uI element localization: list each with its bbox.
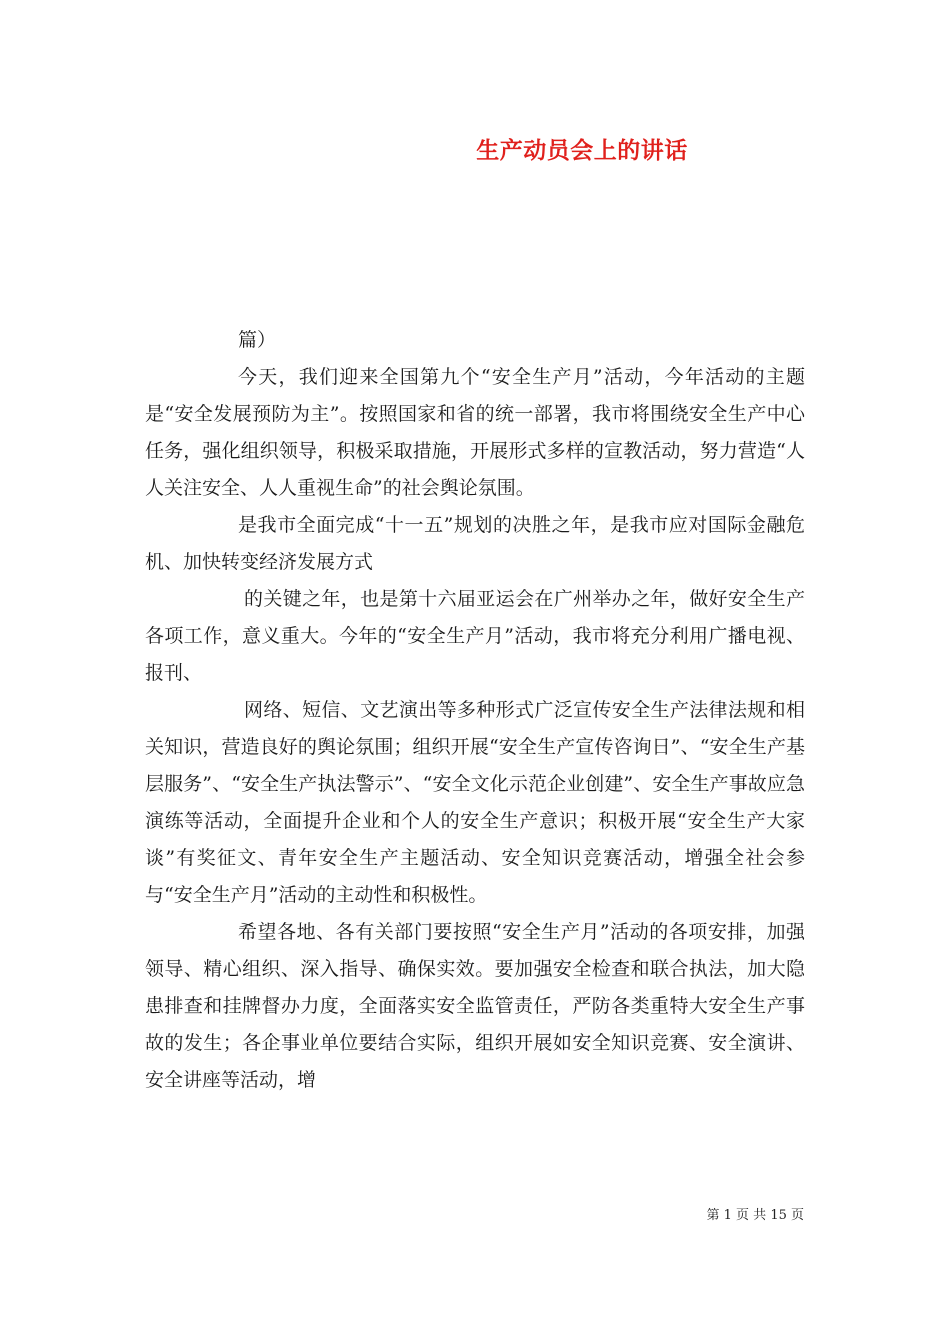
document-body (145, 322, 805, 1099)
paragraph-fragment: 篇） (238, 329, 277, 351)
paragraph: 网络、短信、文艺演出等多种形式广泛宣传安全生产法律法规和相关知识，营造良好的舆论氛围；组织开展“安全生产宣传咨询日”、“安全生产基层服务”、“安全生产执法警示”、“安全文化示范企业创建”、安全生产事故应急演练等活动，全面提升企业和个人的安全生产意识；积极开展“安全生产大家谈”有奖征文、青年安全生产主题活动、安全知识竞赛活动，增强全社会参与“安全生产月”活动的主动性和积极性。 (145, 699, 805, 906)
paragraph: 的关键之年，也是第十六届亚运会在广州举办之年，做好安全生产各项工作，意义重大。今年的“安全生产月”活动，我市将充分利用广播电视、报刊、 (145, 588, 805, 684)
document-title: 生产动员会上的讲话 (476, 137, 688, 164)
page-number: 第 1 页 共 15 页 (706, 1208, 804, 1223)
paragraph: 是我市全面完成“十一五”规划的决胜之年，是我市应对国际金融危机、加快转变经济发展方式 (145, 514, 805, 573)
paragraph: 希望各地、各有关部门要按照“安全生产月”活动的各项安排，加强领导、精心组织、深入指导、确保实效。要加强安全检查和联合执法，加大隐患排查和挂牌督办力度，全面落实安全监管责任，严防各类重特大安全生产事故的发生；各企事业单位要结合实际，组织开展如安全知识竞赛、安全演讲、安全讲座等活动，增 (145, 921, 805, 1091)
paragraph: 今天，我们迎来全国第九个“安全生产月”活动，今年活动的主题是“安全发展预防为主”。按照国家和省的统一部署，我市将围绕安全生产中心任务，强化组织领导，积极采取措施，开展形式多样的宣教活动，努力营造“人人关注安全、人人重视生命”的社会舆论氛围。 (145, 366, 805, 499)
